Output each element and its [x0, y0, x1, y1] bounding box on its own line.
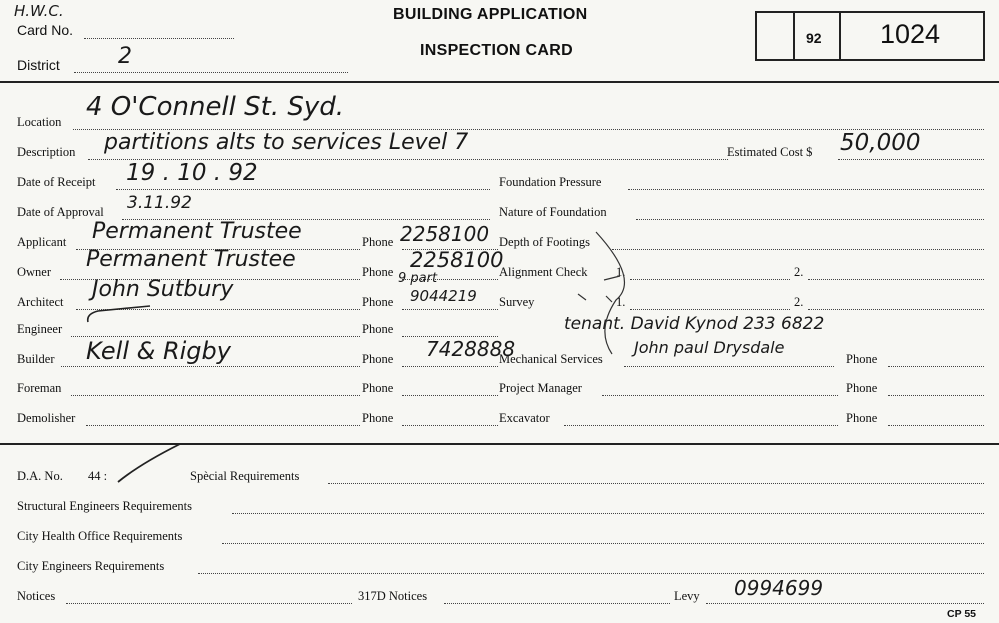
owner-value: Permanent Trustee: [86, 247, 296, 272]
location-value: 4 O'Connell St. Syd.: [86, 92, 345, 122]
alignment-check-num2: 2.: [794, 265, 804, 279]
form-code: CP 55: [947, 608, 976, 620]
notices-317d-field[interactable]: [444, 603, 670, 604]
builder-phone-label: Phone: [362, 352, 394, 366]
demolisher-phone-label: Phone: [362, 411, 394, 425]
section-divider: [0, 443, 999, 445]
page-title: BUILDING APPLICATION: [393, 6, 588, 23]
city-engineers-requirements-label: City Engineers Requirements: [17, 559, 165, 573]
architect-phone-value: 9044219: [410, 287, 477, 305]
notices-field[interactable]: [66, 603, 352, 604]
da-no-label: D.A. No.: [17, 469, 63, 483]
date-of-approval-label: Date of Approval: [17, 205, 104, 219]
location-label: Location: [17, 115, 62, 129]
estimated-cost-label: Estimated Cost $: [727, 145, 813, 159]
district-label: District: [17, 57, 60, 73]
mechanical-services-label: Mechanical Services: [499, 352, 603, 366]
levy-field[interactable]: [706, 603, 984, 604]
architect-label: Architect: [17, 295, 64, 309]
notices-label: Notices: [17, 589, 56, 603]
demolisher-label: Demolisher: [17, 411, 76, 425]
mechanical-services-value: John paul Drysdale: [634, 338, 785, 357]
builder-label: Builder: [17, 352, 55, 366]
project-manager-phone-label: Phone: [846, 381, 878, 395]
survey-num1: 1.: [616, 295, 626, 309]
alignment-check-label: Alignment Check: [499, 265, 588, 279]
margin-bracket-stroke: [596, 232, 624, 354]
structural-requirements-label: Structural Engineers Requirements: [17, 499, 192, 513]
survey-label: Survey: [499, 295, 535, 309]
year-value: 92: [806, 30, 822, 46]
applicant-label: Applicant: [17, 235, 67, 249]
description-label: Description: [17, 145, 76, 159]
special-requirements-field[interactable]: [328, 483, 984, 484]
architect-phone-label: Phone: [362, 295, 394, 309]
alignment-check-strokes: [578, 276, 620, 302]
health-requirements-label: City Health Office Requirements: [17, 529, 183, 543]
card-no-annotation: H.W.C.: [14, 2, 64, 20]
builder-value: Kell & Rigby: [86, 337, 231, 365]
excavator-label: Excavator: [499, 411, 550, 425]
owner-phone-value: 2258100: [410, 248, 504, 272]
survey-num2: 2.: [794, 295, 804, 309]
excavator-phone-label: Phone: [846, 411, 878, 425]
nature-of-foundation-label: Nature of Foundation: [499, 205, 607, 219]
owner-phone-label: Phone: [362, 265, 394, 279]
da-no-value: 44 :: [88, 469, 108, 483]
da-no-slash-stroke: [118, 444, 180, 482]
architect-underline-stroke: [88, 306, 150, 322]
card-number: 1024: [880, 19, 941, 49]
notices-317d-label: 317D Notices: [358, 589, 428, 603]
structural-requirements-field[interactable]: [232, 513, 984, 514]
engineer-phone-label: Phone: [362, 322, 394, 336]
card-no-label: Card No.: [17, 22, 74, 38]
project-manager-label: Project Manager: [499, 381, 582, 395]
date-of-receipt-value: 19 . 10 . 92: [126, 160, 258, 186]
city-engineers-requirements-field[interactable]: [198, 573, 984, 574]
foreman-phone-label: Phone: [362, 381, 394, 395]
architect-phone-note: 9 part: [398, 271, 438, 286]
depth-of-footings-label: Depth of Footings: [499, 235, 590, 249]
foreman-label: Foreman: [17, 381, 62, 395]
health-requirements-field[interactable]: [222, 543, 984, 544]
applicant-phone-label: Phone: [362, 235, 394, 249]
levy-label: Levy: [674, 589, 700, 603]
special-requirements-label: Spècial Requirements: [190, 469, 300, 483]
builder-phone-value: 7428888: [426, 337, 516, 361]
date-of-approval-value: 3.11.92: [127, 193, 192, 213]
page-subtitle: INSPECTION CARD: [420, 42, 573, 59]
applicant-value: Permanent Trustee: [92, 219, 302, 244]
levy-value: 0994699: [734, 576, 824, 600]
date-of-receipt-label: Date of Receipt: [17, 175, 96, 189]
mechanical-phone-label: Phone: [846, 352, 878, 366]
architect-value: John Sutbury: [92, 277, 234, 302]
applicant-phone-value: 2258100: [400, 222, 490, 246]
tenant-note: tenant. David Kynod 233 6822: [564, 314, 825, 334]
description-value: partitions alts to services Level 7: [104, 130, 469, 155]
foundation-pressure-label: Foundation Pressure: [499, 175, 602, 189]
estimated-cost-value: 50,000: [840, 130, 921, 156]
engineer-label: Engineer: [17, 322, 63, 336]
owner-label: Owner: [17, 265, 52, 279]
district-value: 2: [118, 44, 132, 69]
alignment-check-num1: 1.: [616, 265, 626, 279]
